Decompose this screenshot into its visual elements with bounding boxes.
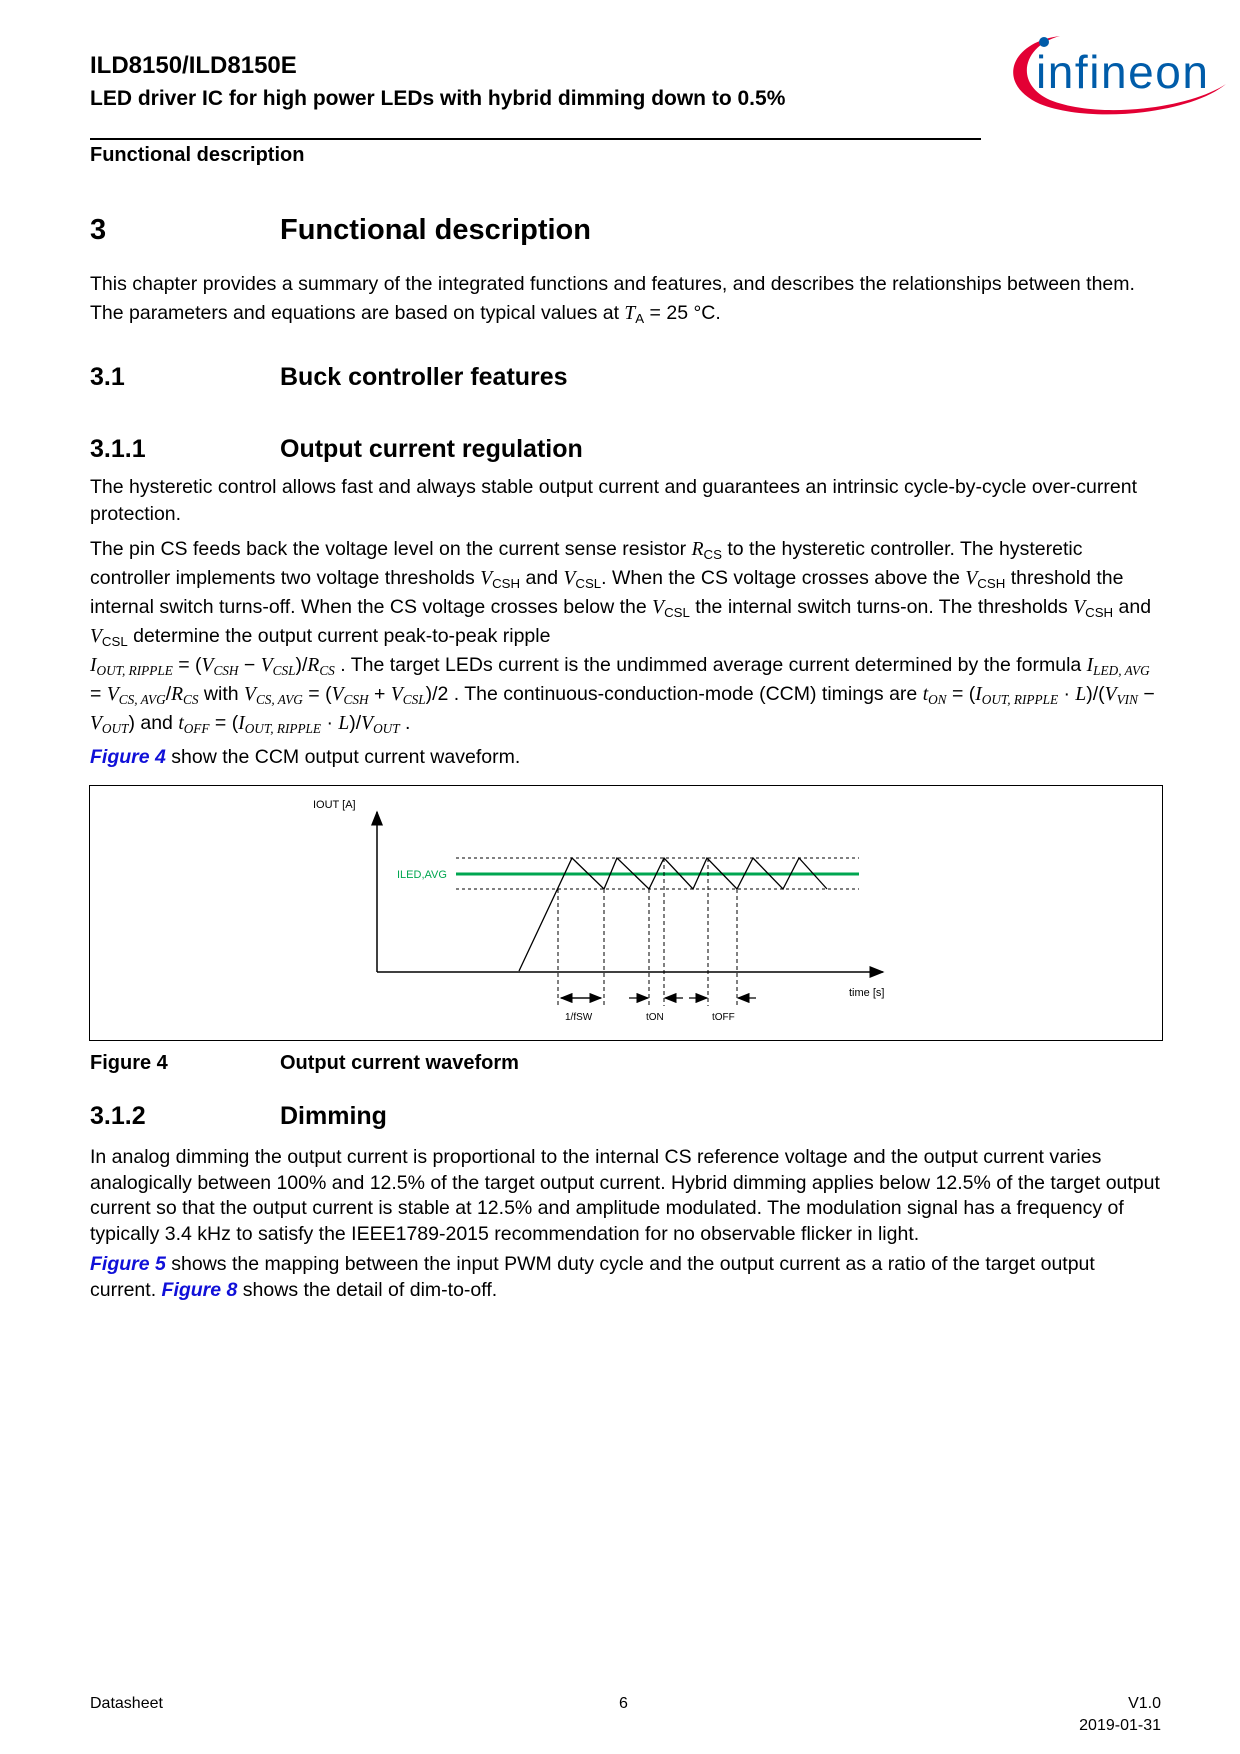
average-current-label: ILED,AVG [397, 869, 447, 881]
heading-text: Functional description [280, 214, 591, 246]
document-title: ILD8150/ILD8150E [90, 52, 297, 79]
infineon-logo [1000, 24, 1230, 124]
output-current-waveform [90, 786, 1162, 1040]
heading-3 [90, 210, 1165, 250]
x-axis-label: time [s] [849, 987, 885, 999]
heading-number: 3 [90, 214, 107, 246]
paragraph-hysteretic: The hysteretic control allows fast and always stable output current and guarantees an intrinsic cycle-by-cycle over-current protection. [90, 476, 1137, 525]
figure-4-caption: Figure 4 Output current waveform [90, 1052, 519, 1074]
paragraph-dimming: In analog dimming the output current is proportional to the internal CS reference voltage and the output current varies analogically between 100% and 12.5% of the target output current. Hybrid dimming applies below 12.5% of the target output current so that the output current is stable at 12.5% and amplitude modulated. The modulation signal has a frequency of typically 3.4 kHz to satisfy the IEEE1789-2015 recommendation for no observable flicker in light. [90, 1146, 1160, 1245]
period-label: 1/fSW [565, 1012, 593, 1023]
timing-guides [558, 858, 737, 1006]
ton-label: tON [646, 1012, 664, 1023]
footer-page-number: 6 [619, 1695, 628, 1712]
intro-paragraph: This chapter provides a summary of the integrated functions and features, and describes the relationships between them. The parameters and equations are based on typical values at $T_A = 25$ °C. [90, 273, 1135, 326]
document-subtitle: LED driver IC for high power LEDs with hybrid dimming down to 0.5% [90, 87, 786, 110]
paragraph-figure-refs: Figure 5 shows the mapping between the input PWM duty cycle and the output current as a ratio of the target output current. Figure 8 shows the detail of dim-to-off. [90, 1253, 1095, 1301]
main-content [90, 210, 1165, 1303]
footer-doc-type: Datasheet [90, 1695, 163, 1712]
figure-4-reference-paragraph: Figure 4 show the CCM output current waveform. [90, 746, 521, 768]
figure-8-link[interactable]: Figure 8 [161, 1278, 238, 1301]
header-rule [90, 138, 981, 140]
toff-label: tOFF [712, 1012, 735, 1023]
paragraph-cs-pin: The pin CS feeds back the voltage level on the current sense resistor $R_{CS}$ to the hysteretic controller. The hysteretic controller implements two voltage thresholds $V_{CSH}$ and $V_{CSL}$. When the CS voltage crosses above the $V_{CSH}$ threshold the internal switch turns-off. When the CS voltage crosses below the $V_{CSL}$ the internal switch turns-on. The thresholds $V_{CSH}$ and $V_{CSL}$ determine the output current peak-to-peak ripple $I_{OUT, RIPPLE} = (V_{CSH} - V_{CSL})/R_{CS}$ . The target LEDs current is the undimmed average current determined by the formula $I_{LED, AVG} = V_{CS, AVG}/R_{CS}$ with $V_{CS, AVG} = (V_{CSH} + V_{CSL})/2$ . The continuous-conduction-mode (CCM) timings are $t_{ON} = (I_{OUT, RIPPLE} \cdot L)/(V_{VIN} - V_{OUT})$ and $t_{OFF} = (I_{OUT, RIPPLE} \cdot L)/V_{OUT}$ . [90, 538, 1155, 736]
running-section-title: Functional description [90, 144, 305, 166]
svg-text:infineon: infineon [1036, 46, 1208, 98]
footer-date: 2019-01-31 [1079, 1717, 1161, 1734]
heading-3-1-2: 3.1.2 Dimming [90, 1102, 387, 1130]
y-axis-label: IOUT [A] [313, 799, 356, 811]
heading-3-1: 3.1 Buck controller features [90, 363, 568, 391]
heading-3-1-1: 3.1.1 Output current regulation [90, 435, 583, 463]
footer-version: V1.0 [1128, 1695, 1161, 1712]
figure-5-link[interactable]: Figure 5 [90, 1253, 166, 1275]
figure-4-link[interactable]: Figure 4 [90, 746, 166, 768]
figure-4-box [89, 785, 1163, 1041]
